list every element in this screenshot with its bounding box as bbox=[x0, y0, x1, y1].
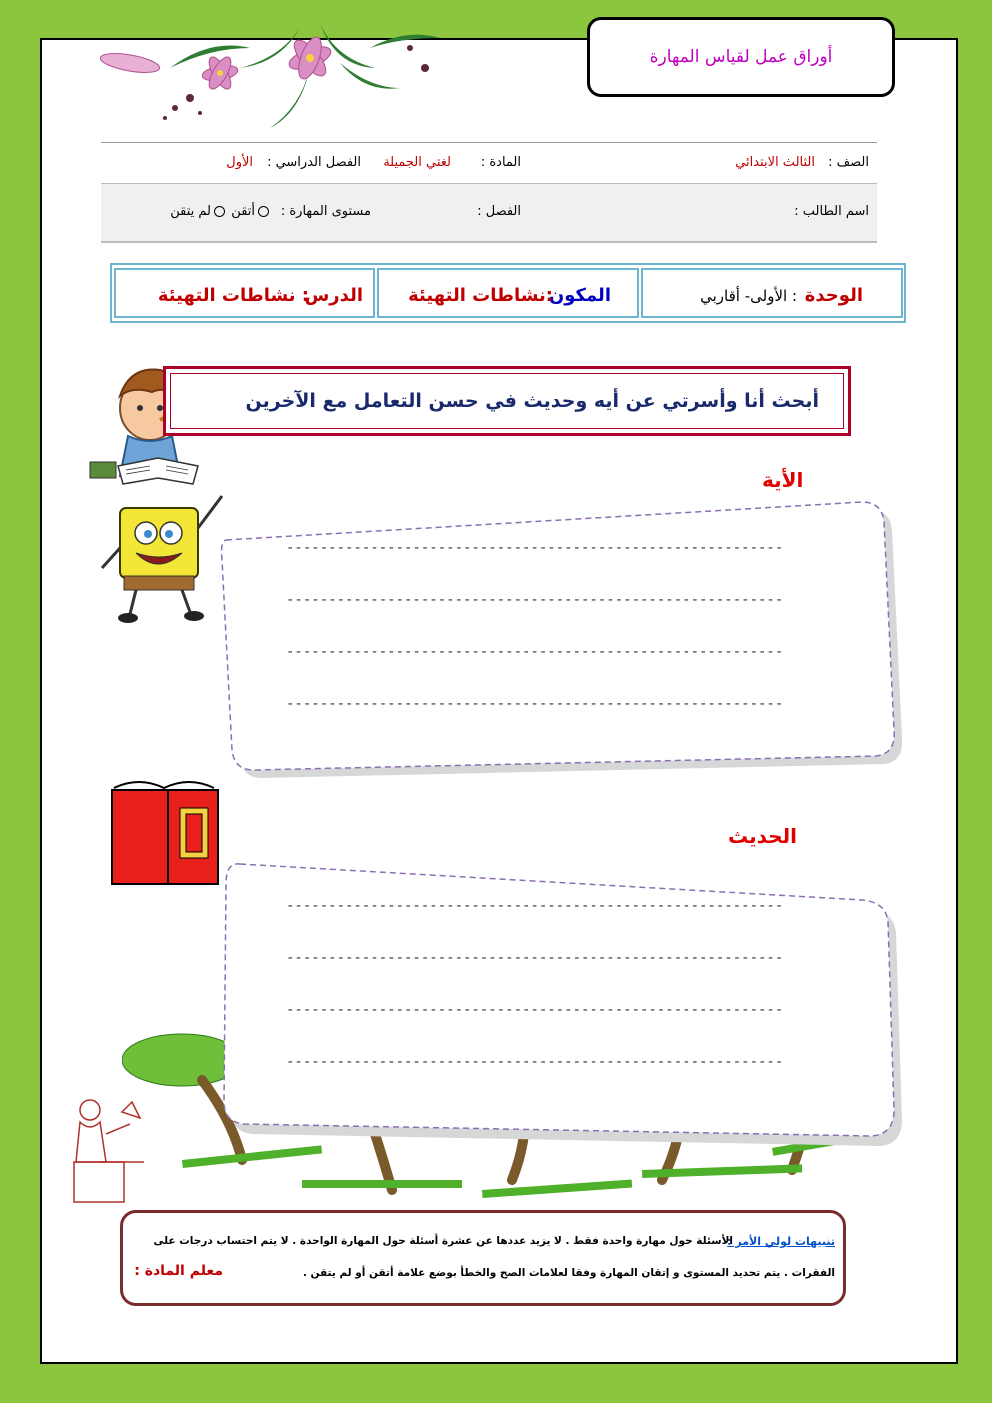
scientist-sketch-icon bbox=[70, 1094, 150, 1208]
verse-line-3: ----------------------------------------------------------- bbox=[286, 644, 784, 660]
unit-info-bar bbox=[110, 263, 906, 323]
option-mastered-label: أتقن bbox=[231, 204, 255, 219]
unit-value: : الأولى- أقاربي bbox=[700, 287, 797, 305]
unit-label: الوحدة bbox=[804, 285, 863, 306]
hadith-line-1: ----------------------------------------------------------- bbox=[286, 898, 784, 914]
subject-value: لغتي الجميلة bbox=[383, 155, 451, 170]
verse-line-2: ----------------------------------------------------------- bbox=[286, 592, 784, 608]
student-info-table bbox=[101, 142, 877, 241]
radio-not-mastered[interactable] bbox=[214, 206, 225, 217]
notes-heading: تنبيهات لولي الأمر : bbox=[727, 1235, 835, 1248]
hadith-line-2: ----------------------------------------------------------- bbox=[286, 950, 784, 966]
notes-line-2: الفقرات . يتم تحديد المستوى و إتقان المهارة وفقا لعلامات الصح والخطأ بوضع علامة أتقن أو لم يتقن . bbox=[302, 1267, 835, 1279]
flower-bouquet-icon bbox=[70, 8, 450, 138]
hadith-heading: الحديث bbox=[728, 824, 798, 848]
info-row-grade bbox=[101, 143, 877, 184]
grade-label: الصف : bbox=[828, 155, 869, 170]
notes-line-1: الأسئلة حول مهارة واحدة فقط . لا يزيد عددها عن عشرة أسئلة حول المهارة الواحدة . لا يتم احتساب درجات على bbox=[153, 1235, 733, 1247]
unit-cell bbox=[641, 268, 903, 318]
info-row-student bbox=[101, 184, 877, 243]
component-label: المكون bbox=[548, 285, 611, 306]
skill-level-label: مستوى المهارة : bbox=[280, 204, 371, 219]
lesson-cell bbox=[114, 268, 375, 318]
parent-notes-box bbox=[120, 1210, 846, 1306]
task-instruction-inner bbox=[170, 373, 844, 429]
radio-mastered[interactable] bbox=[258, 206, 269, 217]
red-book-icon bbox=[106, 774, 224, 890]
task-instruction-box bbox=[163, 366, 851, 436]
component-cell bbox=[377, 268, 639, 318]
grade-value: الثالث الابتدائي bbox=[735, 155, 815, 170]
verse-heading: الأية bbox=[762, 468, 804, 492]
worksheet-title-box bbox=[587, 17, 895, 97]
worksheet-title: أوراق عمل لقياس المهارة bbox=[649, 47, 833, 67]
term-value: الأول bbox=[226, 155, 253, 170]
hadith-line-3: ----------------------------------------------------------- bbox=[286, 1002, 784, 1018]
task-instruction: أبحث أنا وأسرتي عن أيه وحديث في حسن التعامل مع الآخرين bbox=[245, 390, 819, 412]
teacher-label: معلم المادة : bbox=[134, 1263, 223, 1279]
lesson-label: الدرس bbox=[304, 285, 363, 306]
lesson-value: : نشاطات التهيئة bbox=[157, 285, 309, 306]
hadith-line-4: ----------------------------------------------------------- bbox=[286, 1054, 784, 1070]
class-label: الفصل : bbox=[477, 204, 521, 219]
term-label: الفصل الدراسي : bbox=[267, 155, 361, 170]
option-not-mastered-label: لم يتقن bbox=[170, 204, 211, 219]
verse-line-4: ----------------------------------------------------------- bbox=[286, 696, 784, 712]
verse-line-1: ----------------------------------------------------------- bbox=[286, 540, 784, 556]
component-value: :نشاطات التهيئة bbox=[408, 285, 553, 306]
student-name-label: اسم الطالب : bbox=[794, 204, 869, 219]
subject-label: المادة : bbox=[480, 155, 521, 170]
